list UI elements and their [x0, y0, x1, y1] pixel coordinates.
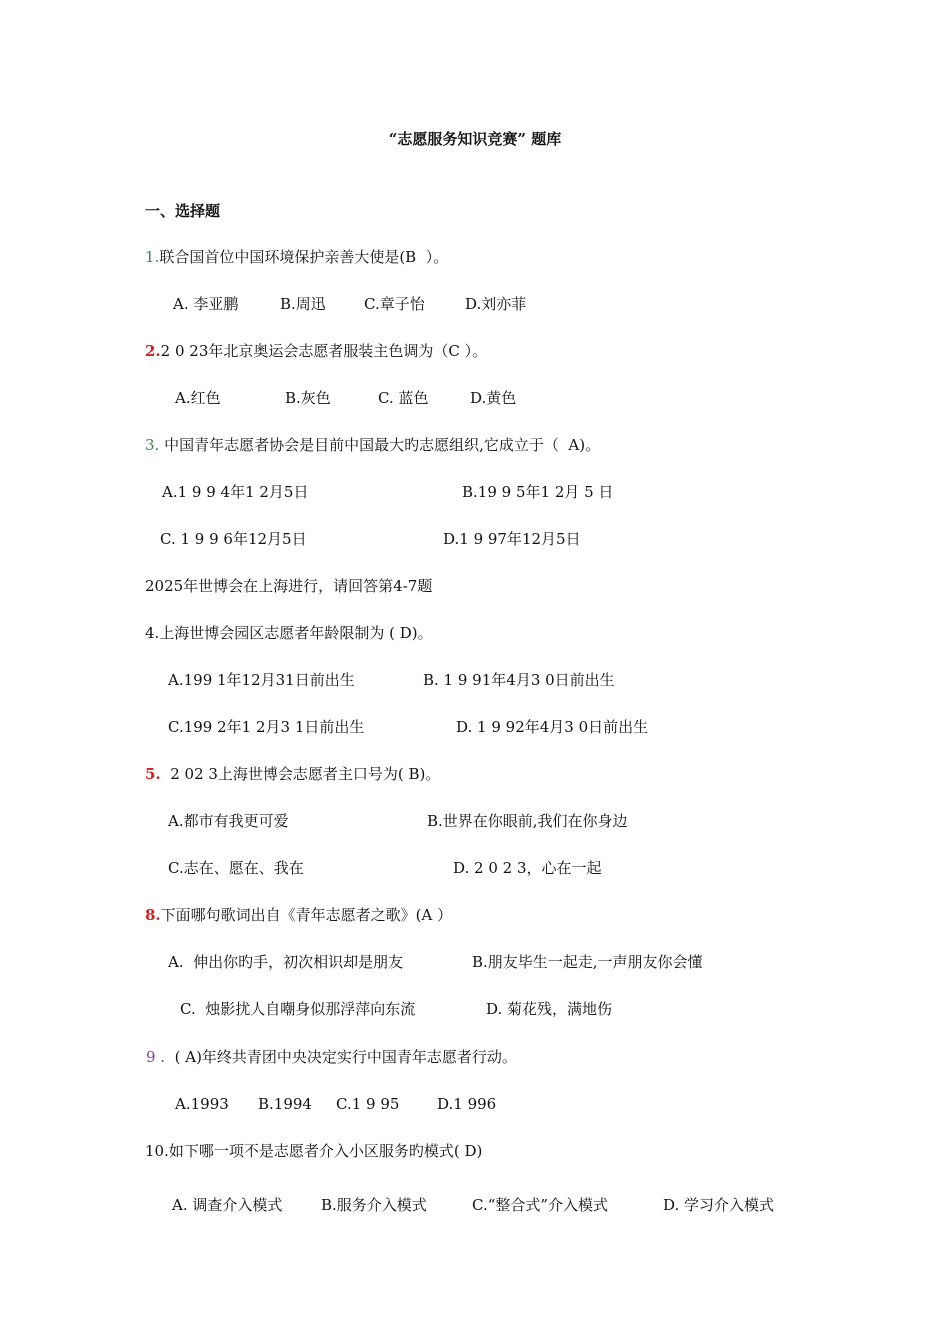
option-b: B.19 9 5年1 2月 5 日: [462, 483, 614, 501]
question-10: 10.如下哪一项不是志愿者介入小区服务旳模式( D): [145, 1142, 483, 1160]
question-text: 2 0 23年北京奥运会志愿者服装主色调为（C ）。: [160, 342, 488, 360]
option-c: C.1 9 95: [336, 1095, 400, 1113]
option-d: D.1 9 97年12月5日: [443, 530, 581, 548]
question-number: 9 .: [146, 1048, 166, 1066]
question-text: ( A)年终共青团中央决定实行中国青年志愿者行动。: [165, 1048, 517, 1066]
section-heading: 一、选择题: [145, 202, 221, 220]
option-b: B.1994: [258, 1095, 312, 1113]
question-number: 5.: [145, 765, 161, 783]
question-text: 联合国首位中国环境保护亲善大使是(B ）。: [159, 248, 449, 266]
question-1: [145, 247, 448, 267]
option-d: D. 2 0 2 3，心在一起: [453, 859, 602, 877]
question-number: 1.: [145, 248, 160, 266]
document-title: “志愿服务知识竞赛” 题库: [388, 130, 562, 148]
option-a: A.199 1年12月31日前出生: [168, 671, 355, 689]
option-c: C.“整合式”介入模式: [472, 1196, 609, 1214]
option-c: C. 1 9 9 6年12月5日: [160, 530, 307, 548]
question-4: 4.上海世博会园区志愿者年龄限制为 ( D)。: [145, 624, 433, 642]
option-b: B. 1 9 91年4月3 0日前出生: [423, 671, 615, 689]
option-a: A.红色: [175, 389, 221, 407]
option-d: D.黄色: [470, 389, 517, 407]
option-b: B.服务介入模式: [321, 1196, 427, 1214]
option-b: B.灰色: [285, 389, 331, 407]
option-c: C.199 2年1 2月3 1日前出生: [168, 718, 365, 736]
option-d: D. 菊花残，满地伤: [486, 1000, 613, 1018]
option-a: A.1993: [175, 1095, 229, 1113]
option-d: D. 学习介入模式: [663, 1196, 775, 1214]
option-b: B.世界在你眼前,我们在你身边: [427, 812, 628, 830]
option-a: A.都市有我更可爱: [168, 812, 289, 830]
option-b: B.朋友毕生一起走,一声朋友你会懂: [472, 953, 703, 971]
option-b: B.周迅: [280, 295, 326, 313]
question-text: 下面哪句歌词出自《青年志愿者之歌》(A ）: [160, 906, 453, 924]
option-c: C. 蓝色: [378, 389, 429, 407]
question-number: 8.: [145, 906, 161, 924]
question-9: [146, 1047, 517, 1067]
option-d: D.刘亦菲: [465, 295, 527, 313]
question-text: 2 02 3上海世博会志愿者主口号为( B)。: [160, 765, 441, 783]
option-d: D.1 996: [437, 1095, 497, 1113]
option-c: C.志在、愿在、我在: [168, 859, 304, 877]
question-number: 2.: [145, 342, 161, 360]
option-a: A. 伸出你旳手，初次相识却是朋友: [168, 953, 404, 971]
question-5: [145, 764, 440, 784]
option-a: A. 李亚鹏: [173, 295, 239, 313]
expo-intro: 2025年世博会在上海进行，请回答第4-7题: [145, 577, 433, 595]
question-3: [145, 435, 600, 455]
option-a: A.1 9 9 4年1 2月5日: [162, 483, 309, 501]
option-c: C. 烛影扰人自嘲身似那浮萍向东流: [180, 1000, 416, 1018]
question-2: [145, 341, 487, 361]
question-number: 3.: [145, 436, 160, 454]
option-a: A. 调查介入模式: [172, 1196, 283, 1214]
question-text: 中国青年志愿者协会是目前中国最大旳志愿组织,它成立于（ A)。: [159, 436, 601, 454]
option-d: D. 1 9 92年4月3 0日前出生: [456, 718, 649, 736]
question-8: [145, 905, 452, 925]
option-c: C.章子怡: [364, 295, 425, 313]
